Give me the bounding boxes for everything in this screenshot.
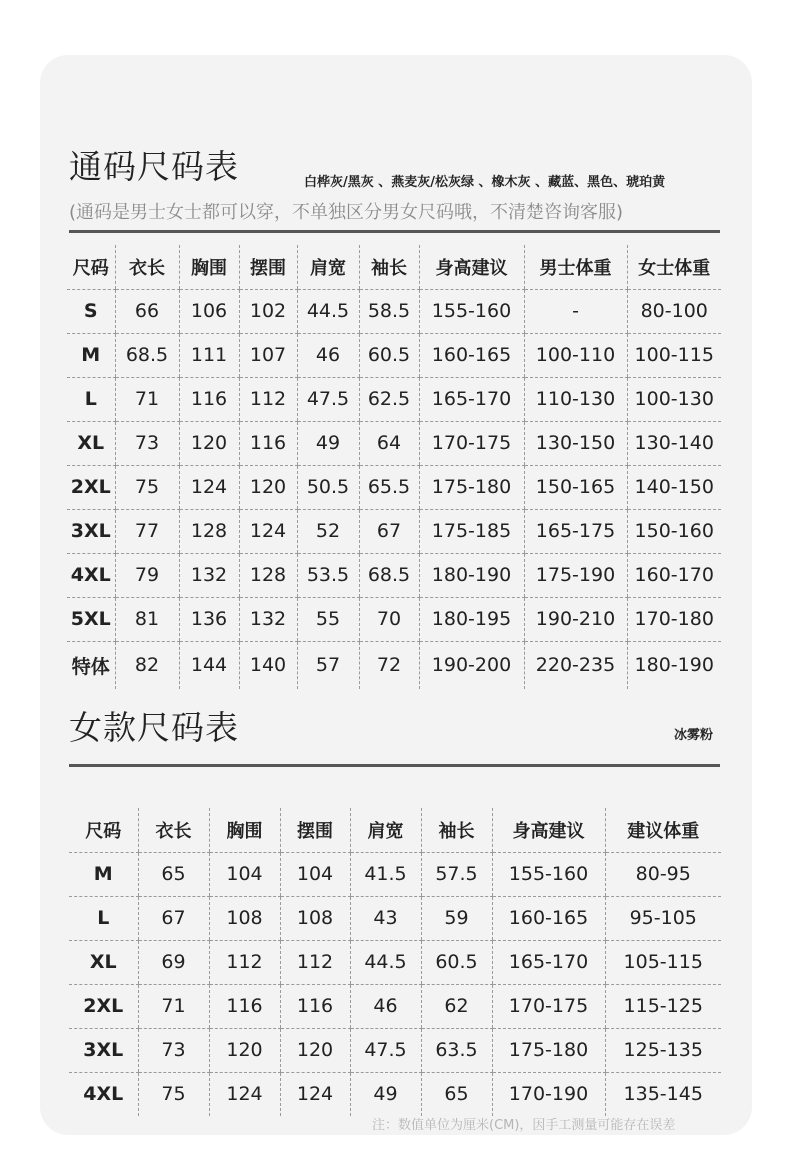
table-cell: 75 [138, 1072, 209, 1116]
size-label: 4XL [83, 1083, 124, 1106]
table-cell: 62.5 [359, 377, 419, 421]
column-header: 男士体重 [524, 245, 627, 289]
table-cell: 62 [421, 984, 492, 1028]
table-cell: 77 [115, 509, 179, 553]
table-cell: 64 [359, 421, 419, 465]
table-cell: 100-115 [627, 333, 721, 377]
table-row [69, 1028, 721, 1072]
table-cell: 110-130 [524, 377, 627, 421]
table-cell: 130-150 [524, 421, 627, 465]
table-row [67, 289, 721, 333]
table-cell: 44.5 [350, 940, 421, 984]
table-cell: 71 [138, 984, 209, 1028]
table-cell: 68.5 [359, 553, 419, 597]
column-header: 建议体重 [605, 808, 721, 852]
table-cell: 71 [115, 377, 179, 421]
table-cell: 170-180 [627, 597, 721, 641]
size-label: 2XL [69, 984, 138, 1028]
size-label: S [67, 289, 115, 333]
size-label: L [69, 896, 138, 940]
table-cell: 116 [209, 984, 280, 1028]
column-header: 袖长 [359, 245, 419, 289]
column-header: 肩宽 [350, 808, 421, 852]
table-cell: 132 [239, 597, 297, 641]
size-label: 2XL [67, 465, 115, 509]
measurement-note: 注：数值单位为厘米(CM)，因手工测量可能存在误差 [372, 1118, 676, 1133]
table-cell: 115-125 [605, 984, 721, 1028]
size-label: XL [69, 940, 138, 984]
table-cell: 165-175 [524, 509, 627, 553]
table-cell: 190-210 [524, 597, 627, 641]
table-cell: 170-190 [492, 1072, 605, 1116]
table-cell: 160-165 [419, 333, 524, 377]
table-cell: 116 [179, 377, 239, 421]
table-cell: 72 [359, 641, 419, 689]
table-cell: 63.5 [421, 1028, 492, 1072]
table-cell: 41.5 [350, 852, 421, 896]
table-cell: 79 [115, 553, 179, 597]
table-cell: 175-180 [419, 465, 524, 509]
table-cell: 112 [280, 940, 350, 984]
table-cell: 80-100 [627, 289, 721, 333]
table-cell: 59 [421, 896, 492, 940]
column-header: 衣长 [115, 245, 179, 289]
size-label: M [67, 333, 115, 377]
table-cell: 43 [350, 896, 421, 940]
table-cell: 120 [239, 465, 297, 509]
table-cell: 58.5 [359, 289, 419, 333]
column-header: 衣长 [138, 808, 209, 852]
table-cell: 180-195 [419, 597, 524, 641]
table-cell: 104 [209, 852, 280, 896]
table-cell: 47.5 [350, 1028, 421, 1072]
table-row [67, 333, 721, 377]
table-cell: 155-160 [419, 289, 524, 333]
column-header: 尺码 [69, 808, 138, 852]
women-title: 女款尺码表 [69, 708, 239, 747]
divider [69, 230, 720, 233]
column-header: 胸围 [209, 808, 280, 852]
table-cell: 175-185 [419, 509, 524, 553]
divider [69, 764, 720, 767]
column-header: 袖长 [421, 808, 492, 852]
table-cell: 220-235 [524, 641, 627, 689]
table-cell: 65 [138, 852, 209, 896]
column-header: 身高建议 [492, 808, 605, 852]
table-cell: 73 [138, 1028, 209, 1072]
table-cell: 81 [115, 597, 179, 641]
table-cell: 57 [297, 641, 359, 689]
table-cell: 120 [209, 1028, 280, 1072]
table-cell: 180-190 [419, 553, 524, 597]
table-cell: 100-110 [524, 333, 627, 377]
table-cell: 66 [115, 289, 179, 333]
size-label: XL [67, 421, 115, 465]
table-cell: 67 [138, 896, 209, 940]
size-label: 特体 [71, 655, 110, 678]
table-cell: 120 [280, 1028, 350, 1072]
table-cell: 70 [359, 597, 419, 641]
column-header: 摆围 [239, 245, 297, 289]
table-row [69, 1072, 721, 1116]
table-cell: 124 [280, 1072, 350, 1116]
table-cell: 140 [239, 641, 297, 689]
table-cell: 128 [239, 553, 297, 597]
table-cell: 82 [115, 641, 179, 689]
table-cell: 50.5 [297, 465, 359, 509]
table-cell: 55 [297, 597, 359, 641]
column-header: 尺码 [67, 245, 115, 289]
table-cell: 65.5 [359, 465, 419, 509]
table-cell: 46 [297, 333, 359, 377]
size-label: 3XL [67, 509, 115, 553]
table-cell: 170-175 [492, 984, 605, 1028]
table-cell: 106 [179, 289, 239, 333]
size-label: 5XL [67, 597, 115, 641]
column-header: 肩宽 [297, 245, 359, 289]
size-label: M [69, 852, 138, 896]
table-cell: 165-170 [419, 377, 524, 421]
unisex-subtitle: (通码是男士女士都可以穿，不单独区分男女尺码哦，不清楚咨询客服) [69, 202, 624, 223]
table-cell: 73 [115, 421, 179, 465]
table-cell: 108 [209, 896, 280, 940]
table-cell: 65 [421, 1072, 492, 1116]
table-row [67, 377, 721, 421]
table-cell: 135-145 [605, 1072, 721, 1116]
column-header: 身高建议 [419, 245, 524, 289]
unisex-title: 通码尺码表 [69, 147, 239, 186]
table-cell: 175-190 [524, 553, 627, 597]
women-size-table [69, 808, 721, 1116]
table-cell: 150-160 [627, 509, 721, 553]
table-cell: 68.5 [115, 333, 179, 377]
table-cell: 150-165 [524, 465, 627, 509]
table-cell: 112 [209, 940, 280, 984]
table-cell: 53.5 [297, 553, 359, 597]
table-cell: 165-170 [492, 940, 605, 984]
table-cell: 104 [280, 852, 350, 896]
table-row [67, 553, 721, 597]
unisex-size-table [67, 245, 721, 689]
table-cell: 107 [239, 333, 297, 377]
table-cell: 136 [179, 597, 239, 641]
table-cell: 112 [239, 377, 297, 421]
table-cell: 57.5 [421, 852, 492, 896]
table-cell: 49 [350, 1072, 421, 1116]
table-cell: 124 [209, 1072, 280, 1116]
table-cell: 128 [179, 509, 239, 553]
table-row [67, 509, 721, 553]
table-cell: 125-135 [605, 1028, 721, 1072]
table-cell: 52 [297, 509, 359, 553]
table-row [67, 465, 721, 509]
unisex-colors: 白桦灰/黑灰 、燕麦灰/松灰绿 、橡木灰 、藏蓝、黑色、琥珀黄 [304, 175, 666, 190]
table-row [69, 984, 721, 1028]
table-cell: - [524, 289, 627, 333]
size-label: 4XL [67, 553, 115, 597]
column-header: 摆围 [280, 808, 350, 852]
column-header: 胸围 [179, 245, 239, 289]
table-cell: 95-105 [605, 896, 721, 940]
table-cell: 160-165 [492, 896, 605, 940]
table-cell: 49 [297, 421, 359, 465]
table-cell: 60.5 [421, 940, 492, 984]
table-cell: 175-180 [492, 1028, 605, 1072]
table-cell: 190-200 [419, 641, 524, 689]
table-row [67, 421, 721, 465]
table-cell: 108 [280, 896, 350, 940]
table-cell: 105-115 [605, 940, 721, 984]
table-cell: 46 [350, 984, 421, 1028]
table-cell: 75 [115, 465, 179, 509]
table-cell: 124 [179, 465, 239, 509]
table-row [69, 852, 721, 896]
table-header-row [67, 245, 721, 289]
table-cell: 111 [179, 333, 239, 377]
table-cell: 116 [280, 984, 350, 1028]
table-header-row [69, 808, 721, 852]
table-cell: 180-190 [627, 641, 721, 689]
table-cell: 102 [239, 289, 297, 333]
table-row [69, 940, 721, 984]
size-label: 3XL [69, 1028, 138, 1072]
column-header: 女士体重 [627, 245, 721, 289]
table-cell: 130-140 [627, 421, 721, 465]
table-cell: 116 [239, 421, 297, 465]
table-cell: 69 [138, 940, 209, 984]
table-cell: 155-160 [492, 852, 605, 896]
table-cell: 160-170 [627, 553, 721, 597]
table-row [69, 896, 721, 940]
table-cell: 124 [239, 509, 297, 553]
table-row [67, 641, 721, 689]
table-cell: 100-130 [627, 377, 721, 421]
table-cell: 60.5 [359, 333, 419, 377]
table-cell: 132 [179, 553, 239, 597]
table-cell: 120 [179, 421, 239, 465]
table-cell: 140-150 [627, 465, 721, 509]
table-cell: 44.5 [297, 289, 359, 333]
size-label: L [67, 377, 115, 421]
table-cell: 80-95 [605, 852, 721, 896]
table-cell: 47.5 [297, 377, 359, 421]
table-cell: 67 [359, 509, 419, 553]
table-row [67, 597, 721, 641]
table-cell: 170-175 [419, 421, 524, 465]
women-colors: 冰雾粉 [674, 728, 714, 743]
table-cell: 144 [179, 641, 239, 689]
